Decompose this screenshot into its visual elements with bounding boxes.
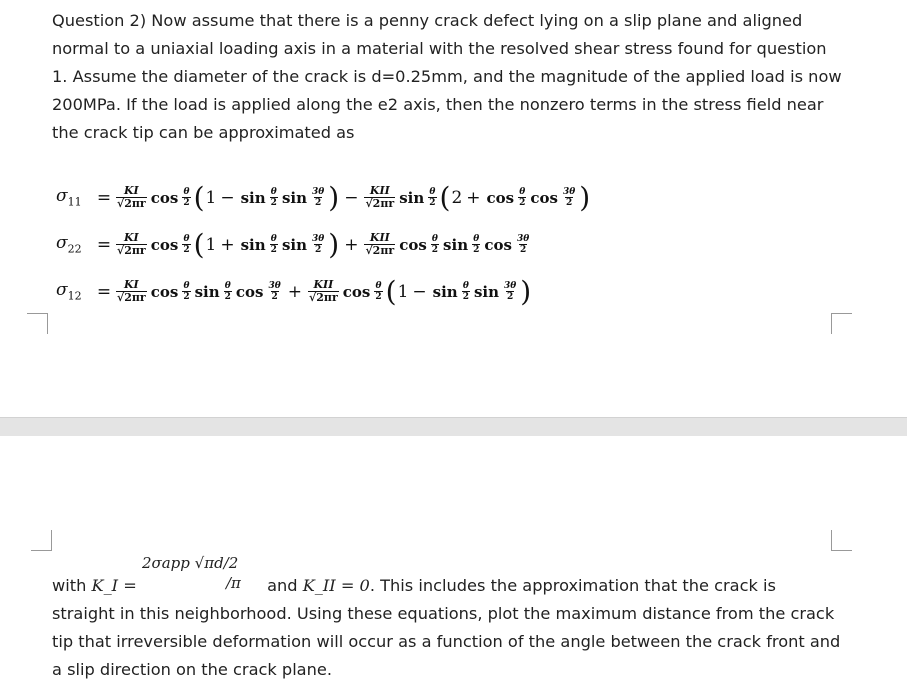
theta-half: $\frac{\theta}{2}$ — [462, 281, 469, 302]
one: 1 — [397, 281, 409, 302]
three-theta-half: $\frac{3\theta}{2}$ — [312, 187, 325, 208]
theta-half: $\frac{\theta}{2}$ — [183, 187, 190, 208]
left-paren: ( — [439, 180, 451, 214]
ki-lhs: K_I = — [91, 576, 137, 595]
page-corner-mark-top-right — [831, 313, 852, 334]
theta-half: $\frac{\theta}{2}$ — [183, 234, 190, 255]
and-text: and — [261, 576, 303, 595]
equals-sign: = — [96, 234, 112, 255]
sin-fn: sin — [399, 188, 425, 207]
page-break-divider — [0, 417, 907, 436]
right-paren: ) — [579, 180, 591, 214]
equation-sigma-11 — [56, 174, 591, 221]
cos-fn: cos — [150, 235, 179, 254]
left-paren: ( — [385, 274, 397, 308]
minus-sign: − — [220, 187, 235, 208]
sin-fn: sin — [281, 235, 307, 254]
equals-sign: = — [96, 281, 112, 302]
sin-fn: sin — [194, 282, 220, 301]
ki-over-sqrt-fraction: $\frac{KI}{√2\pi r}$ — [117, 184, 146, 210]
cos-fn: cos — [484, 235, 512, 254]
sin-fn: sin — [240, 188, 266, 207]
continuation-text: . This includes the approximation that the crack is straight in this neighborhood. Using these equations, plot the maximum distance from the crack tip that irreversible deformation will occur as a function of the angle between the crack front and a slip direction on the crack plane. — [52, 576, 841, 679]
page-corner-mark-bottom-right — [831, 530, 852, 551]
left-paren: ( — [193, 227, 205, 261]
ki-over-sqrt-fraction: $\frac{KI}{√2\pi r}$ — [117, 278, 146, 304]
right-paren: ) — [520, 274, 532, 308]
three-theta-half: $\frac{3\theta}{2}$ — [312, 234, 325, 255]
left-paren: ( — [193, 180, 205, 214]
three-theta-half: $\frac{3\theta}{2}$ — [516, 234, 530, 255]
cos-fn: cos — [399, 235, 427, 254]
equals-sign: = — [96, 187, 112, 208]
theta-half: $\frac{\theta}{2}$ — [375, 281, 382, 302]
plus-sign: + — [220, 234, 235, 255]
theta-half: $\frac{\theta}{2}$ — [270, 234, 277, 255]
question-intro-text: Question 2) Now assume that there is a penny crack defect lying on a slip plane and aligned normal to a uniaxial loading axis in a material with the resolved shear stress found for question 1. Assume the diameter of the crack is d=0.25mm, and the magnitude of the applied load is now 200MPa. If the load is applied along the e2 axis, then the nonzero terms in the stress field near the crack tip can be approximated as — [52, 11, 842, 142]
cos-fn: cos — [150, 282, 179, 301]
cos-fn: cos — [342, 282, 371, 301]
cos-fn: cos — [235, 282, 264, 301]
theta-half: $\frac{\theta}{2}$ — [429, 187, 436, 208]
right-paren: ) — [328, 227, 340, 261]
sin-fn: sin — [240, 235, 266, 254]
question-continuation-text — [52, 554, 842, 684]
sigma-11-symbol: $\sigma_{11}$ — [56, 186, 82, 209]
kii-over-sqrt-fraction: $\frac{\text{KII}}{√2\pi r}$ — [365, 231, 395, 257]
minus-sign: − — [412, 281, 427, 302]
plus-sign: + — [287, 281, 303, 302]
three-theta-half: $\frac{3\theta}{2}$ — [504, 281, 517, 302]
sigma-12-symbol: $\sigma_{12}$ — [56, 280, 82, 303]
stress-field-equations — [56, 174, 591, 315]
theta-half: $\frac{\theta}{2}$ — [519, 187, 526, 208]
cos-fn: cos — [150, 188, 179, 207]
sin-fn: sin — [473, 282, 500, 301]
equation-sigma-12 — [56, 268, 591, 315]
right-paren: ) — [328, 180, 340, 214]
theta-half: $\frac{\theta}{2}$ — [473, 234, 480, 255]
theta-half: $\frac{\theta}{2}$ — [431, 234, 439, 255]
three-theta-half: $\frac{3\theta}{2}$ — [268, 281, 281, 302]
three-theta-half: $\frac{3\theta}{2}$ — [562, 187, 576, 208]
kii-over-sqrt-fraction: $\frac{\text{KII}}{√2\pi r}$ — [309, 278, 338, 304]
one: 1 — [205, 234, 217, 255]
sin-fn: sin — [281, 188, 307, 207]
theta-half: $\frac{\theta}{2}$ — [270, 187, 277, 208]
minus-sign: − — [344, 187, 359, 208]
plus-sign: + — [344, 234, 359, 255]
kii-over-sqrt-fraction: $\frac{\text{KII}}{√2\pi r}$ — [365, 184, 395, 210]
cos-fn: cos — [530, 188, 558, 207]
one: 1 — [205, 187, 217, 208]
theta-half: $\frac{\theta}{2}$ — [183, 281, 190, 302]
with-text: with — [52, 576, 92, 595]
ki-over-sqrt-fraction: $\frac{KI}{√2\pi r}$ — [117, 231, 146, 257]
cos-fn: cos — [486, 188, 515, 207]
ki-numerator: 2σapp √πd/2 — [141, 554, 239, 572]
theta-half: $\frac{\theta}{2}$ — [224, 281, 231, 302]
page-corner-mark-bottom-left — [31, 530, 52, 551]
sin-fn: sin — [432, 282, 458, 301]
ki-denominator: /π — [225, 574, 241, 592]
sigma-22-symbol: $\sigma_{22}$ — [56, 233, 82, 256]
two: 2 — [451, 187, 463, 208]
equation-sigma-22 — [56, 221, 591, 268]
ki-formula-fraction — [141, 554, 262, 592]
plus-sign: + — [466, 187, 481, 208]
sin-fn: sin — [443, 235, 469, 254]
page-corner-mark-top-left — [27, 313, 48, 334]
kii-expression: K_II = 0 — [302, 576, 370, 595]
